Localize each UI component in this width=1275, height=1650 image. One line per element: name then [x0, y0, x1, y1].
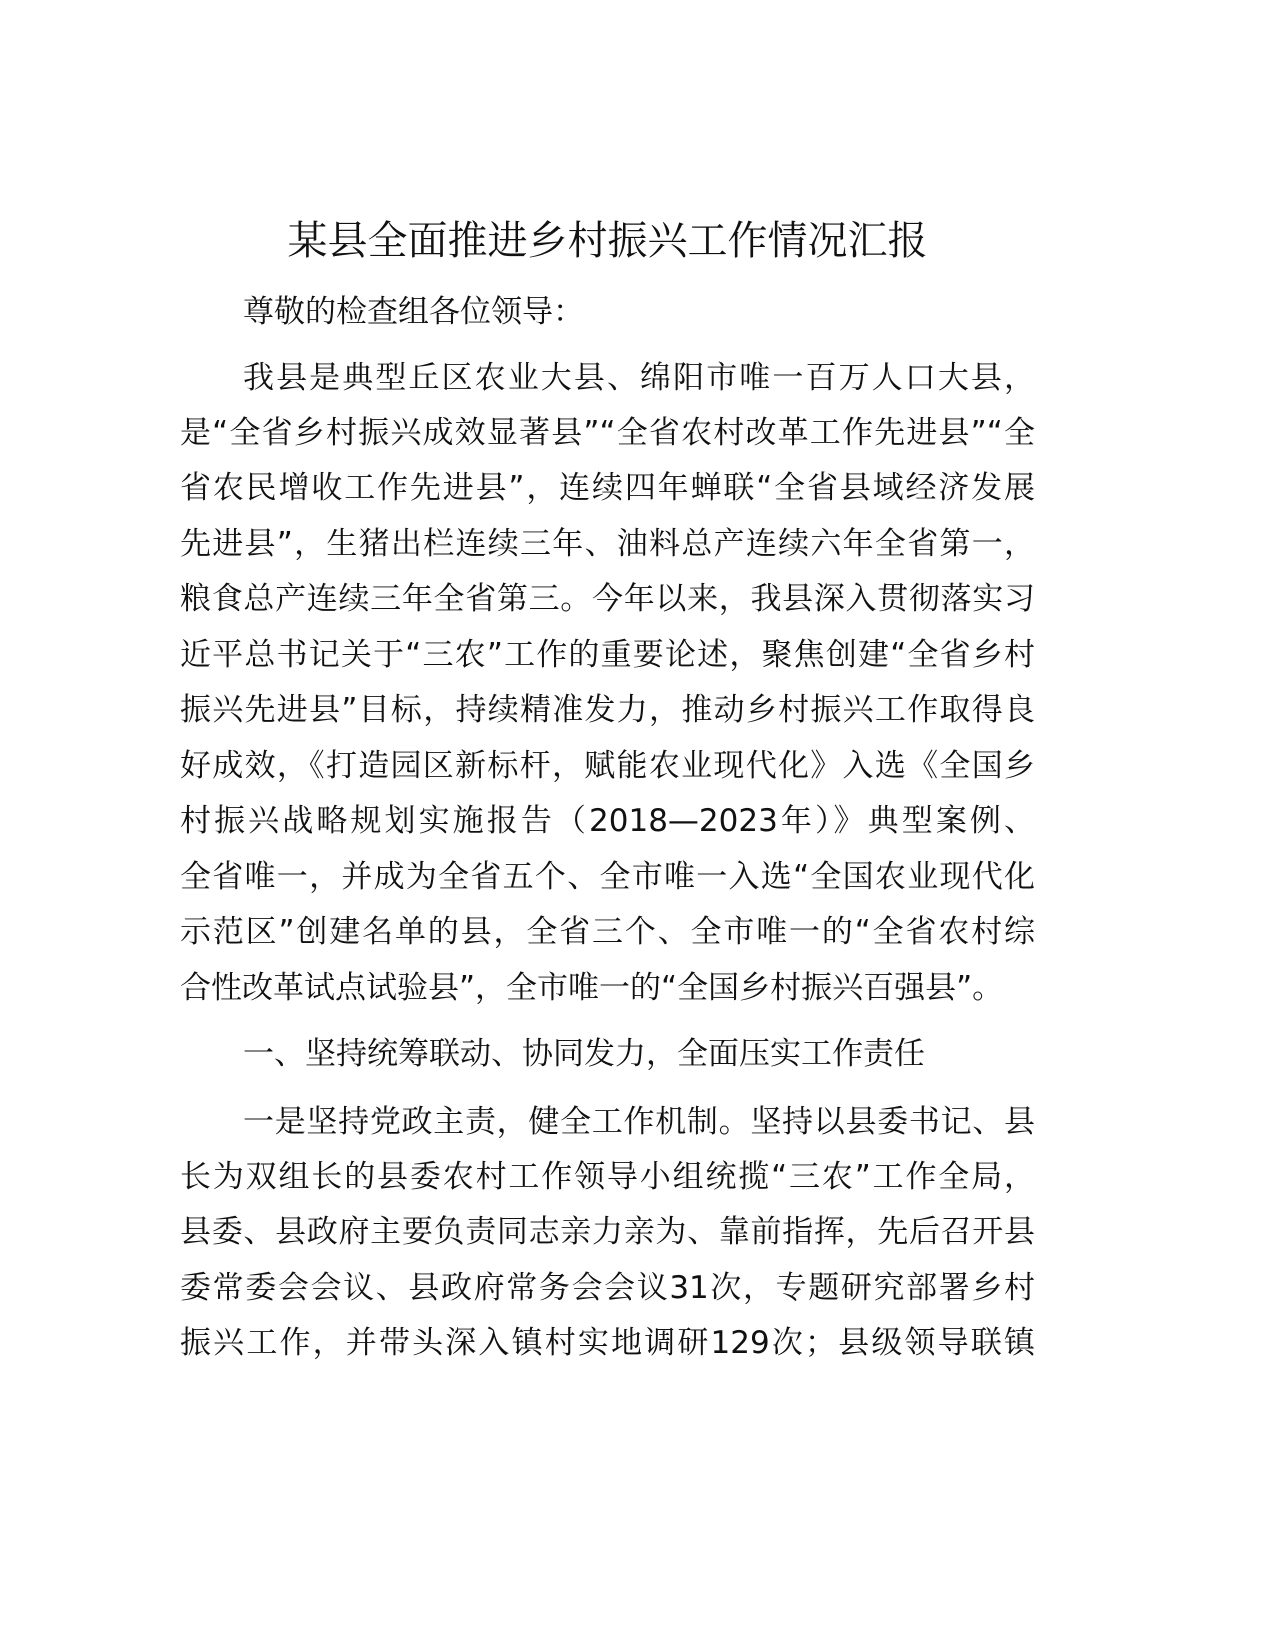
paragraph-line: 村振兴战略规划实施报告（2018—2023年）》典型案例、 [180, 803, 1035, 839]
paragraph-line: 一是坚持党政主责，健全工作机制。坚持以县委书记、县 [243, 1104, 1035, 1140]
paragraph-line: 县委、县政府主要负责同志亲力亲为、靠前指挥，先后召开县 [180, 1214, 1035, 1250]
paragraph-line: 振兴先进县”目标，持续精准发力，推动乡村振兴工作取得良 [180, 692, 1035, 728]
paragraph-line: 是“全省乡村振兴成效显著县”“全省农村改革工作先进县”“全 [180, 415, 1035, 451]
paragraph-line: 我县是典型丘区农业大县、绵阳市唯一百万人口大县， [243, 360, 1035, 396]
paragraph-line: 好成效，《打造园区新标杆，赋能农业现代化》入选《全国乡 [180, 748, 1035, 784]
section-heading: 一、坚持统筹联动、协同发力，全面压实工作责任 [243, 1036, 925, 1072]
paragraph-line: 合性改革试点试验县”，全市唯一的“全国乡村振兴百强县”。 [180, 970, 1004, 1006]
paragraph-line: 先进县”，生猪出栏连续三年、油料总产连续六年全省第一， [180, 526, 1035, 562]
paragraph-line: 振兴工作，并带头深入镇村实地调研129次；县级领导联镇 [180, 1325, 1035, 1361]
paragraph-line: 长为双组长的县委农村工作领导小组统揽“三农”工作全局， [180, 1159, 1035, 1195]
paragraph-line: 近平总书记关于“三农”工作的重要论述，聚焦创建“全省乡村 [180, 637, 1035, 673]
paragraph-line: 委常委会会议、县政府常务会会议31次，专题研究部署乡村 [180, 1270, 1035, 1306]
paragraph-line: 省农民增收工作先进县”，连续四年蝉联“全省县域经济发展 [180, 470, 1035, 506]
paragraph-line: 示范区”创建名单的县，全省三个、全市唯一的“全省农村综 [180, 914, 1035, 950]
paragraph-line: 全省唯一，并成为全省五个、全市唯一入选“全国农业现代化 [180, 859, 1035, 895]
paragraph-line: 粮食总产连续三年全省第三。今年以来，我县深入贯彻落实习 [180, 581, 1035, 617]
salutation: 尊敬的检查组各位领导： [243, 294, 584, 330]
document-title: 某县全面推进乡村振兴工作情况汇报 [287, 218, 928, 264]
